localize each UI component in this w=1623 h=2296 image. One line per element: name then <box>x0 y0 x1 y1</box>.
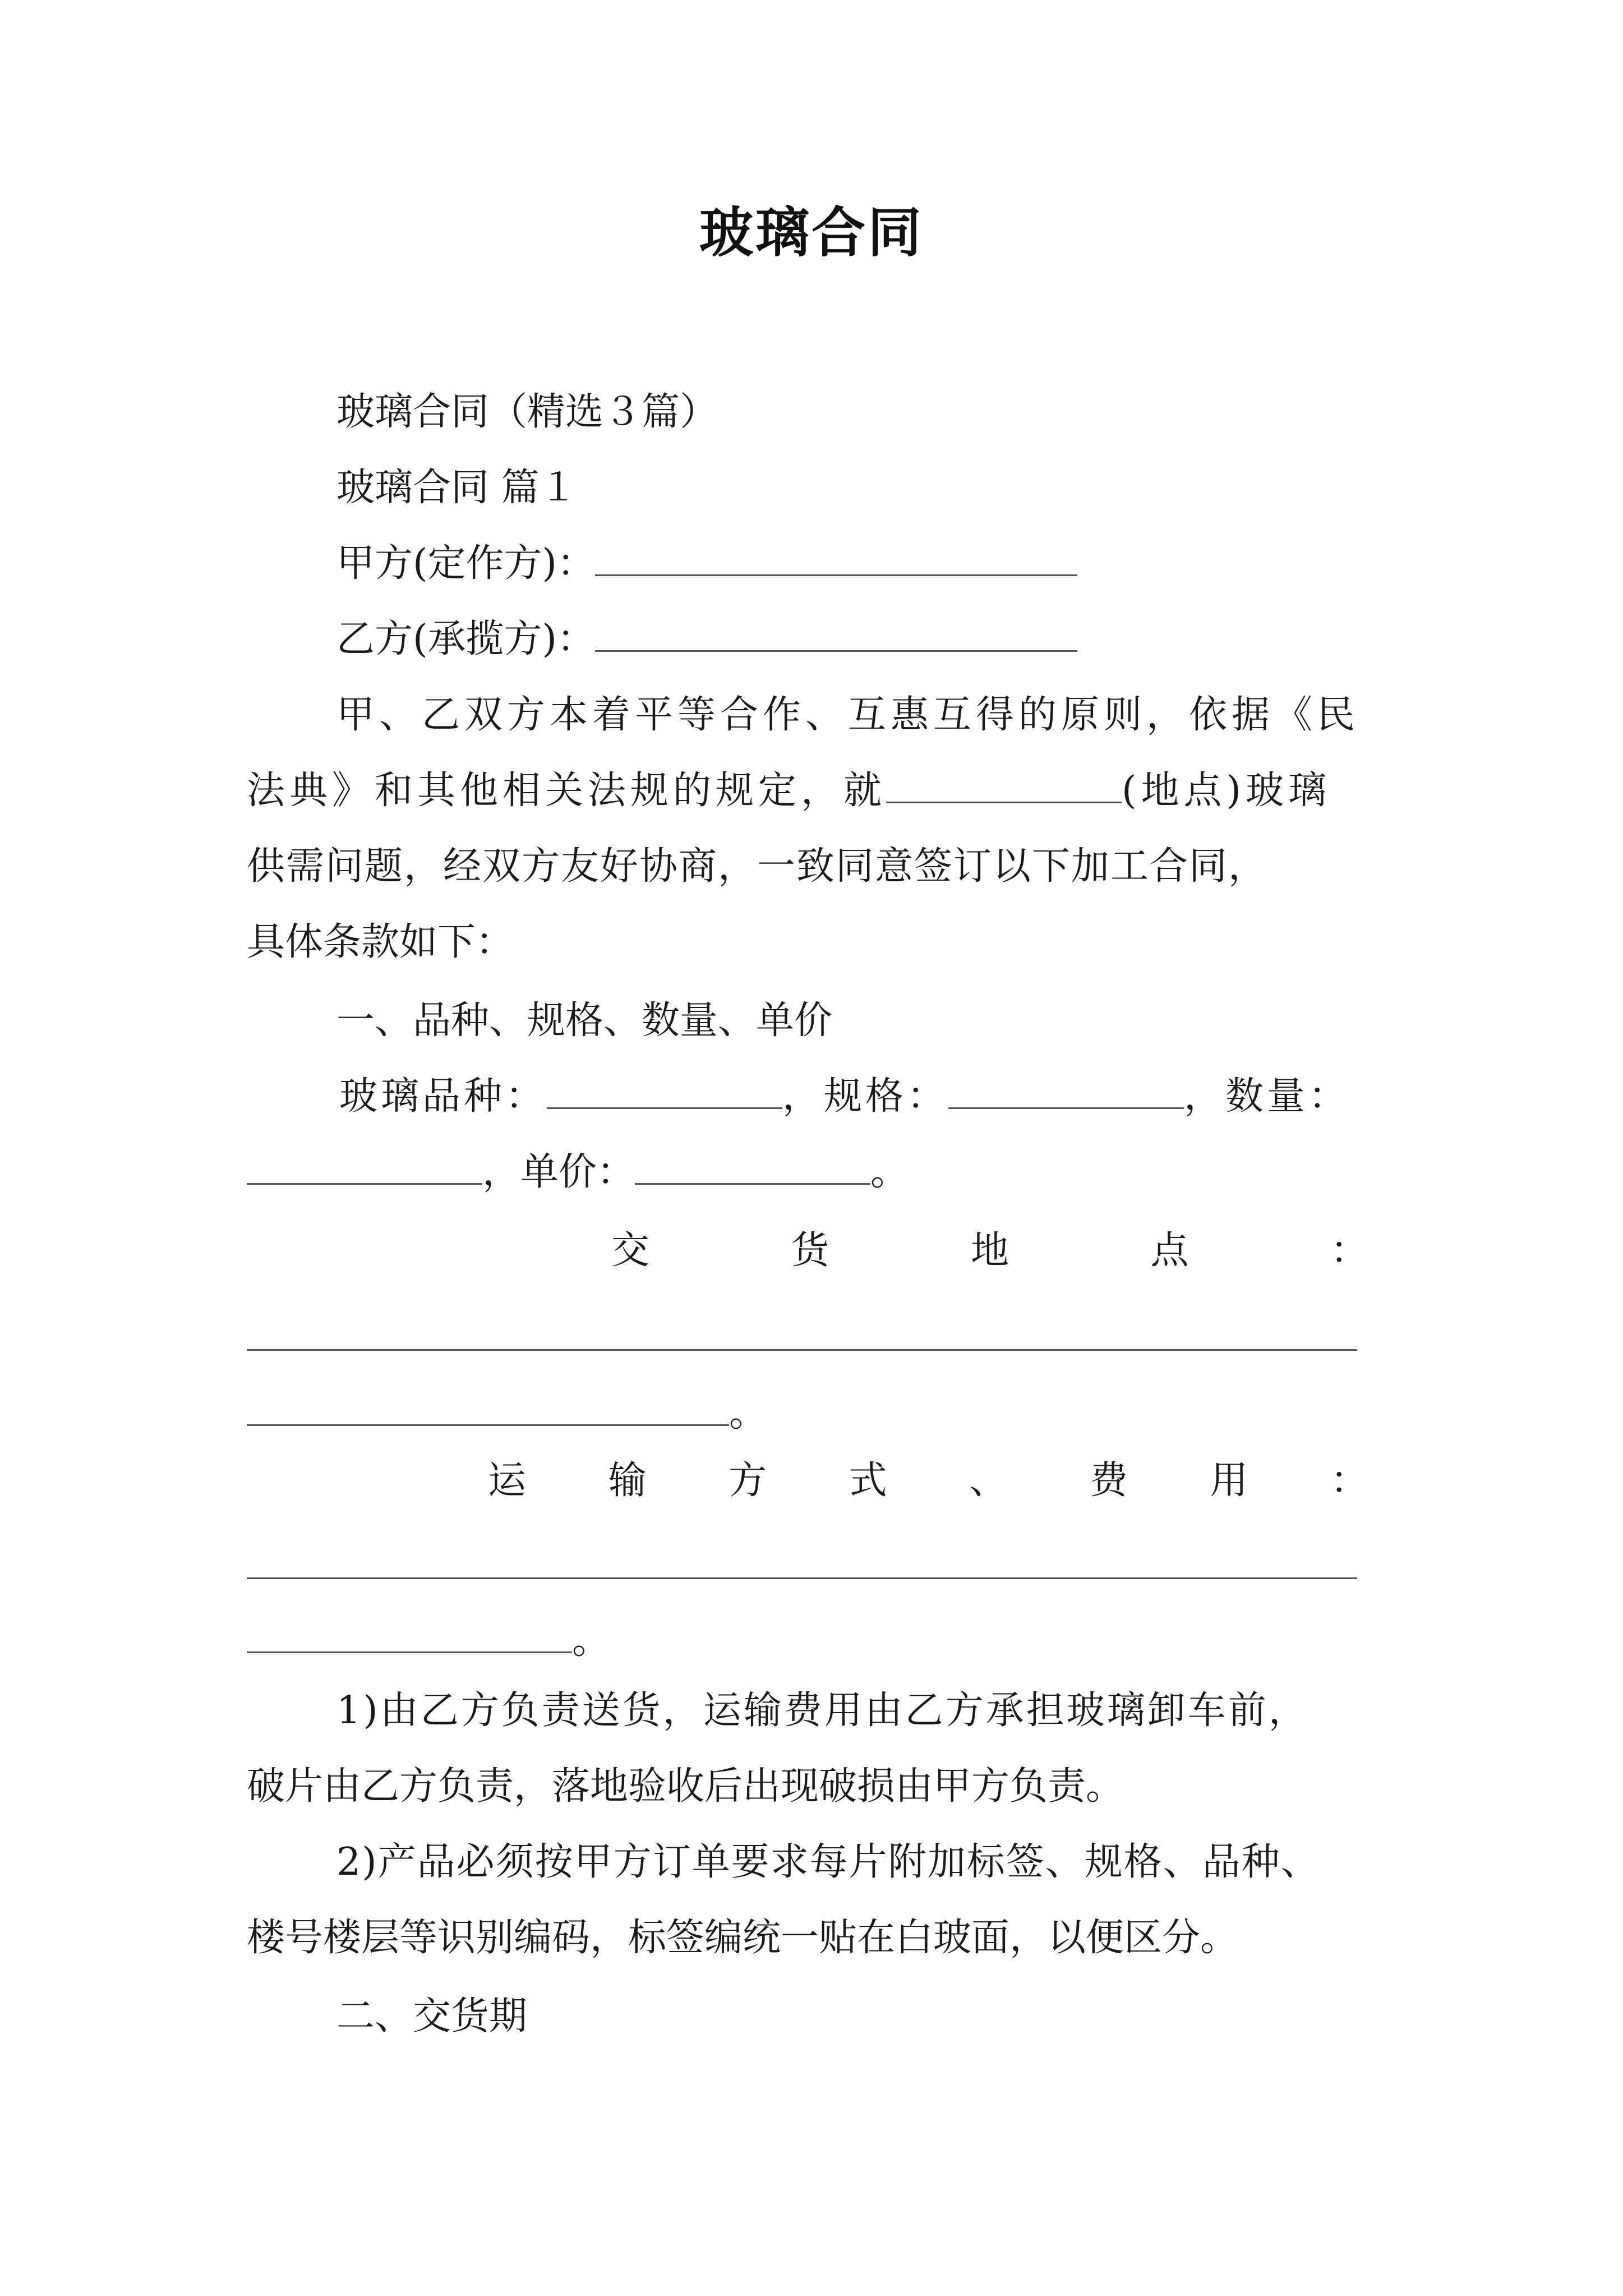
transport-char: 用 <box>1210 1458 1248 1503</box>
delivery-char: ： <box>1330 1228 1368 1273</box>
party-a-label: 甲方(定作方)： <box>336 541 596 586</box>
delivery-char: 交 <box>611 1228 650 1273</box>
item-2-line-2: 楼号楼层等识别编码，标签编统一贴在白玻面，以便区分。 <box>247 1916 1239 1960</box>
intro-line-2a: 法典》和其他相关法规的规定，就 <box>247 769 887 813</box>
transport-char: 运 <box>488 1458 527 1503</box>
party-a-blank <box>595 540 1077 576</box>
delivery-place-blank-line-1 <box>247 1349 1357 1351</box>
intro-line-4: 具体条款如下： <box>247 920 514 964</box>
document-title: 玻璃合同 <box>699 201 924 264</box>
delivery-place-label <box>611 1226 1368 1276</box>
qty-label: ，数量： <box>1184 1074 1350 1119</box>
transport-line-2 <box>247 1616 610 1666</box>
item-2-line-1: 2)产品必须按甲方订单要求每片附加标签、规格、品种、 <box>336 1840 1320 1884</box>
clause-1-row-1 <box>339 1071 1350 1122</box>
intro-line-1: 甲、乙双方本着平等合作、互惠互得的原则，依据《民 <box>336 693 1360 737</box>
transport-char: 费 <box>1089 1458 1128 1503</box>
intro-line-2 <box>247 766 1331 816</box>
section-heading: 玻璃合同 篇１ <box>336 466 578 510</box>
location-blank <box>886 767 1122 803</box>
variety-blank <box>547 1073 782 1109</box>
spec-blank <box>948 1073 1184 1109</box>
item-1-line-1: 1)由乙方负责送货，运输费用由乙方承担玻璃卸车前， <box>336 1688 1309 1733</box>
variety-label: 玻璃品种： <box>339 1074 547 1119</box>
delivery-place-blank-line-2 <box>247 1389 729 1426</box>
transport-char: ： <box>1330 1458 1368 1503</box>
delivery-place-line-2 <box>247 1388 767 1439</box>
price-label: ，单价： <box>482 1150 635 1194</box>
intro-line-3: 供需问题，经双方友好协商，一致同意签订以下加工合同， <box>247 844 1268 889</box>
party-b-label: 乙方(承揽方)： <box>336 617 596 661</box>
clause-2-heading: 二、交货期 <box>336 1994 528 2039</box>
document-subtitle: 玻璃合同（精选３篇） <box>336 390 718 434</box>
qty-blank <box>247 1148 482 1185</box>
delivery-char: 货 <box>791 1228 829 1273</box>
spec-label: ，规格： <box>782 1074 949 1119</box>
item-1-line-2: 破片由乙方负责，落地验收后出现破损由甲方负责。 <box>247 1764 1124 1809</box>
price-period: 。 <box>870 1150 909 1194</box>
clause-1-heading: 一、品种、规格、数量、单价 <box>336 999 833 1043</box>
price-blank <box>635 1148 870 1185</box>
party-b-row <box>336 614 1077 665</box>
transport-blank-line-1 <box>247 1577 1357 1579</box>
transport-label <box>488 1456 1368 1506</box>
delivery-char: 点 <box>1150 1228 1189 1273</box>
party-a-row <box>336 539 1077 589</box>
transport-period: 。 <box>572 1618 611 1663</box>
transport-char: 输 <box>608 1458 647 1503</box>
intro-line-2b: (地点)玻璃 <box>1122 769 1331 813</box>
transport-char: 、 <box>969 1458 1008 1503</box>
transport-char: 式 <box>849 1458 887 1503</box>
party-b-blank <box>595 615 1077 652</box>
transport-blank-line-2 <box>247 1617 572 1653</box>
delivery-char: 地 <box>970 1228 1009 1273</box>
clause-1-row-2 <box>247 1147 909 1198</box>
delivery-period: 。 <box>729 1391 768 1435</box>
transport-char: 方 <box>728 1458 767 1503</box>
